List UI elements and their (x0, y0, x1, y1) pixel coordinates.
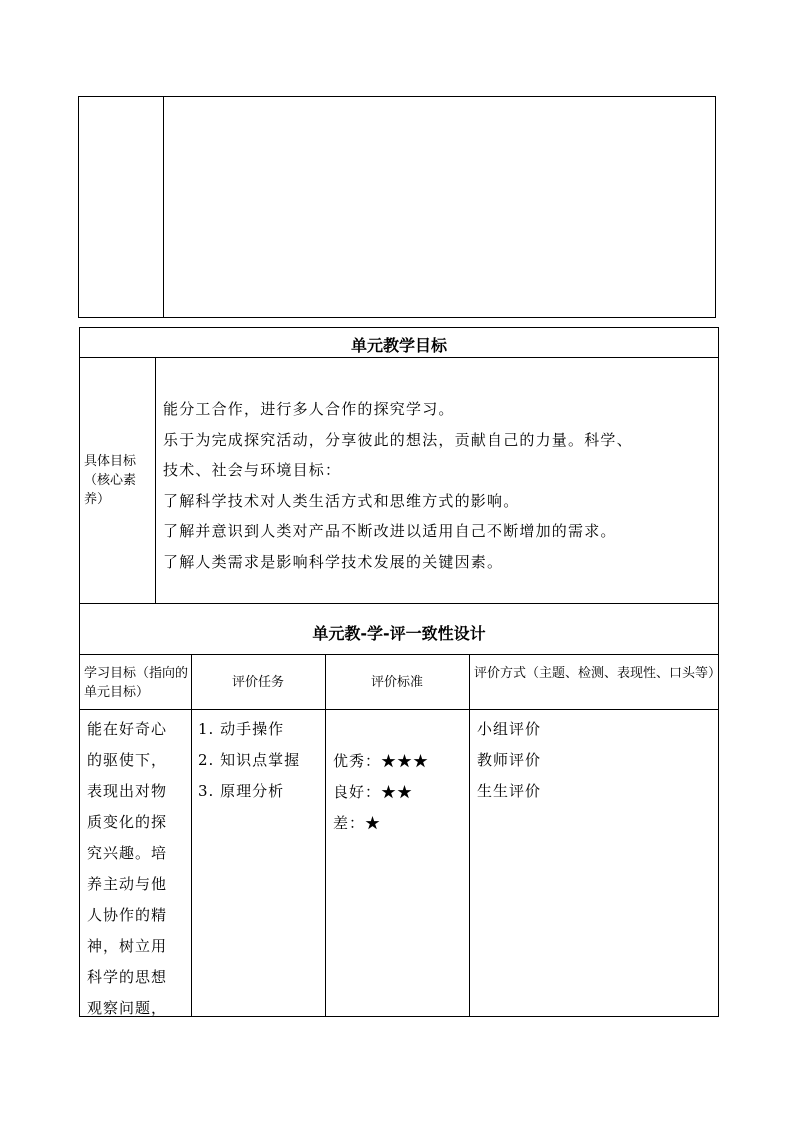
learning-goal-line: 的驱使下， (87, 751, 168, 769)
header-methods: 评价方式（主题、检测、表现性、口头等） (474, 666, 722, 681)
criteria-item: 差：★ (333, 814, 382, 832)
method-item: 生生评价 (477, 782, 542, 800)
learning-goal-line: 质变化的探 (87, 813, 168, 831)
row-divider (79, 654, 719, 655)
header-criteria: 评价标准 (370, 675, 423, 690)
header-learning-goal: 学习目标（指向的单元目标） (84, 666, 189, 700)
row-divider (79, 357, 719, 358)
learning-goal-line: 能在好奇心 (87, 720, 168, 738)
goal-line: 了解并意识到人类对产品不断改进以适用自己不断增加的需求。 (163, 522, 617, 540)
learning-goal-line: 表现出对物 (87, 782, 168, 800)
goal-line: 能分工合作，进行多人合作的探究学习。 (163, 400, 455, 418)
learning-goal-line: 神，树立用 (87, 937, 168, 955)
method-item: 小组评价 (477, 720, 542, 738)
learning-goal-line: 人协作的精 (87, 906, 168, 924)
goal-line: 乐于为完成探究活动，分享彼此的想法，贡献自己的力量。科学、 (163, 431, 633, 449)
learning-goal-line: 科学的思想 (87, 968, 168, 986)
task-item: 1. 动手操作 (198, 720, 285, 738)
goals-side-label: 具体目标（核心素养） (84, 454, 137, 507)
criteria-item: 优秀：★★★ (333, 752, 430, 770)
top-table (78, 96, 716, 318)
learning-goal-line: 究兴趣。培 (87, 844, 168, 862)
criteria-item: 良好：★★ (333, 783, 414, 801)
goal-line: 技术、社会与环境目标： (163, 461, 342, 479)
goal-line: 了解科学技术对人类生活方式和思维方式的影响。 (163, 492, 520, 510)
top-table-divider (163, 96, 164, 318)
goal-line: 了解人类需求是影响科学技术发展的关键因素。 (163, 553, 504, 571)
goals-side-divider (155, 357, 156, 603)
learning-goal-line: 养主动与他 (87, 875, 168, 893)
task-item: 2. 知识点掌握 (198, 751, 301, 769)
unit-goals-heading: 单元教学目标 (350, 336, 447, 355)
learning-goal-line: 观察问题， (87, 999, 168, 1017)
method-item: 教师评价 (477, 751, 542, 769)
task-item: 3. 原理分析 (198, 782, 285, 800)
header-tasks: 评价任务 (231, 675, 284, 690)
consistency-heading: 单元教-学-评一致性设计 (312, 624, 486, 643)
row-divider (79, 709, 719, 710)
row-divider (79, 603, 719, 604)
